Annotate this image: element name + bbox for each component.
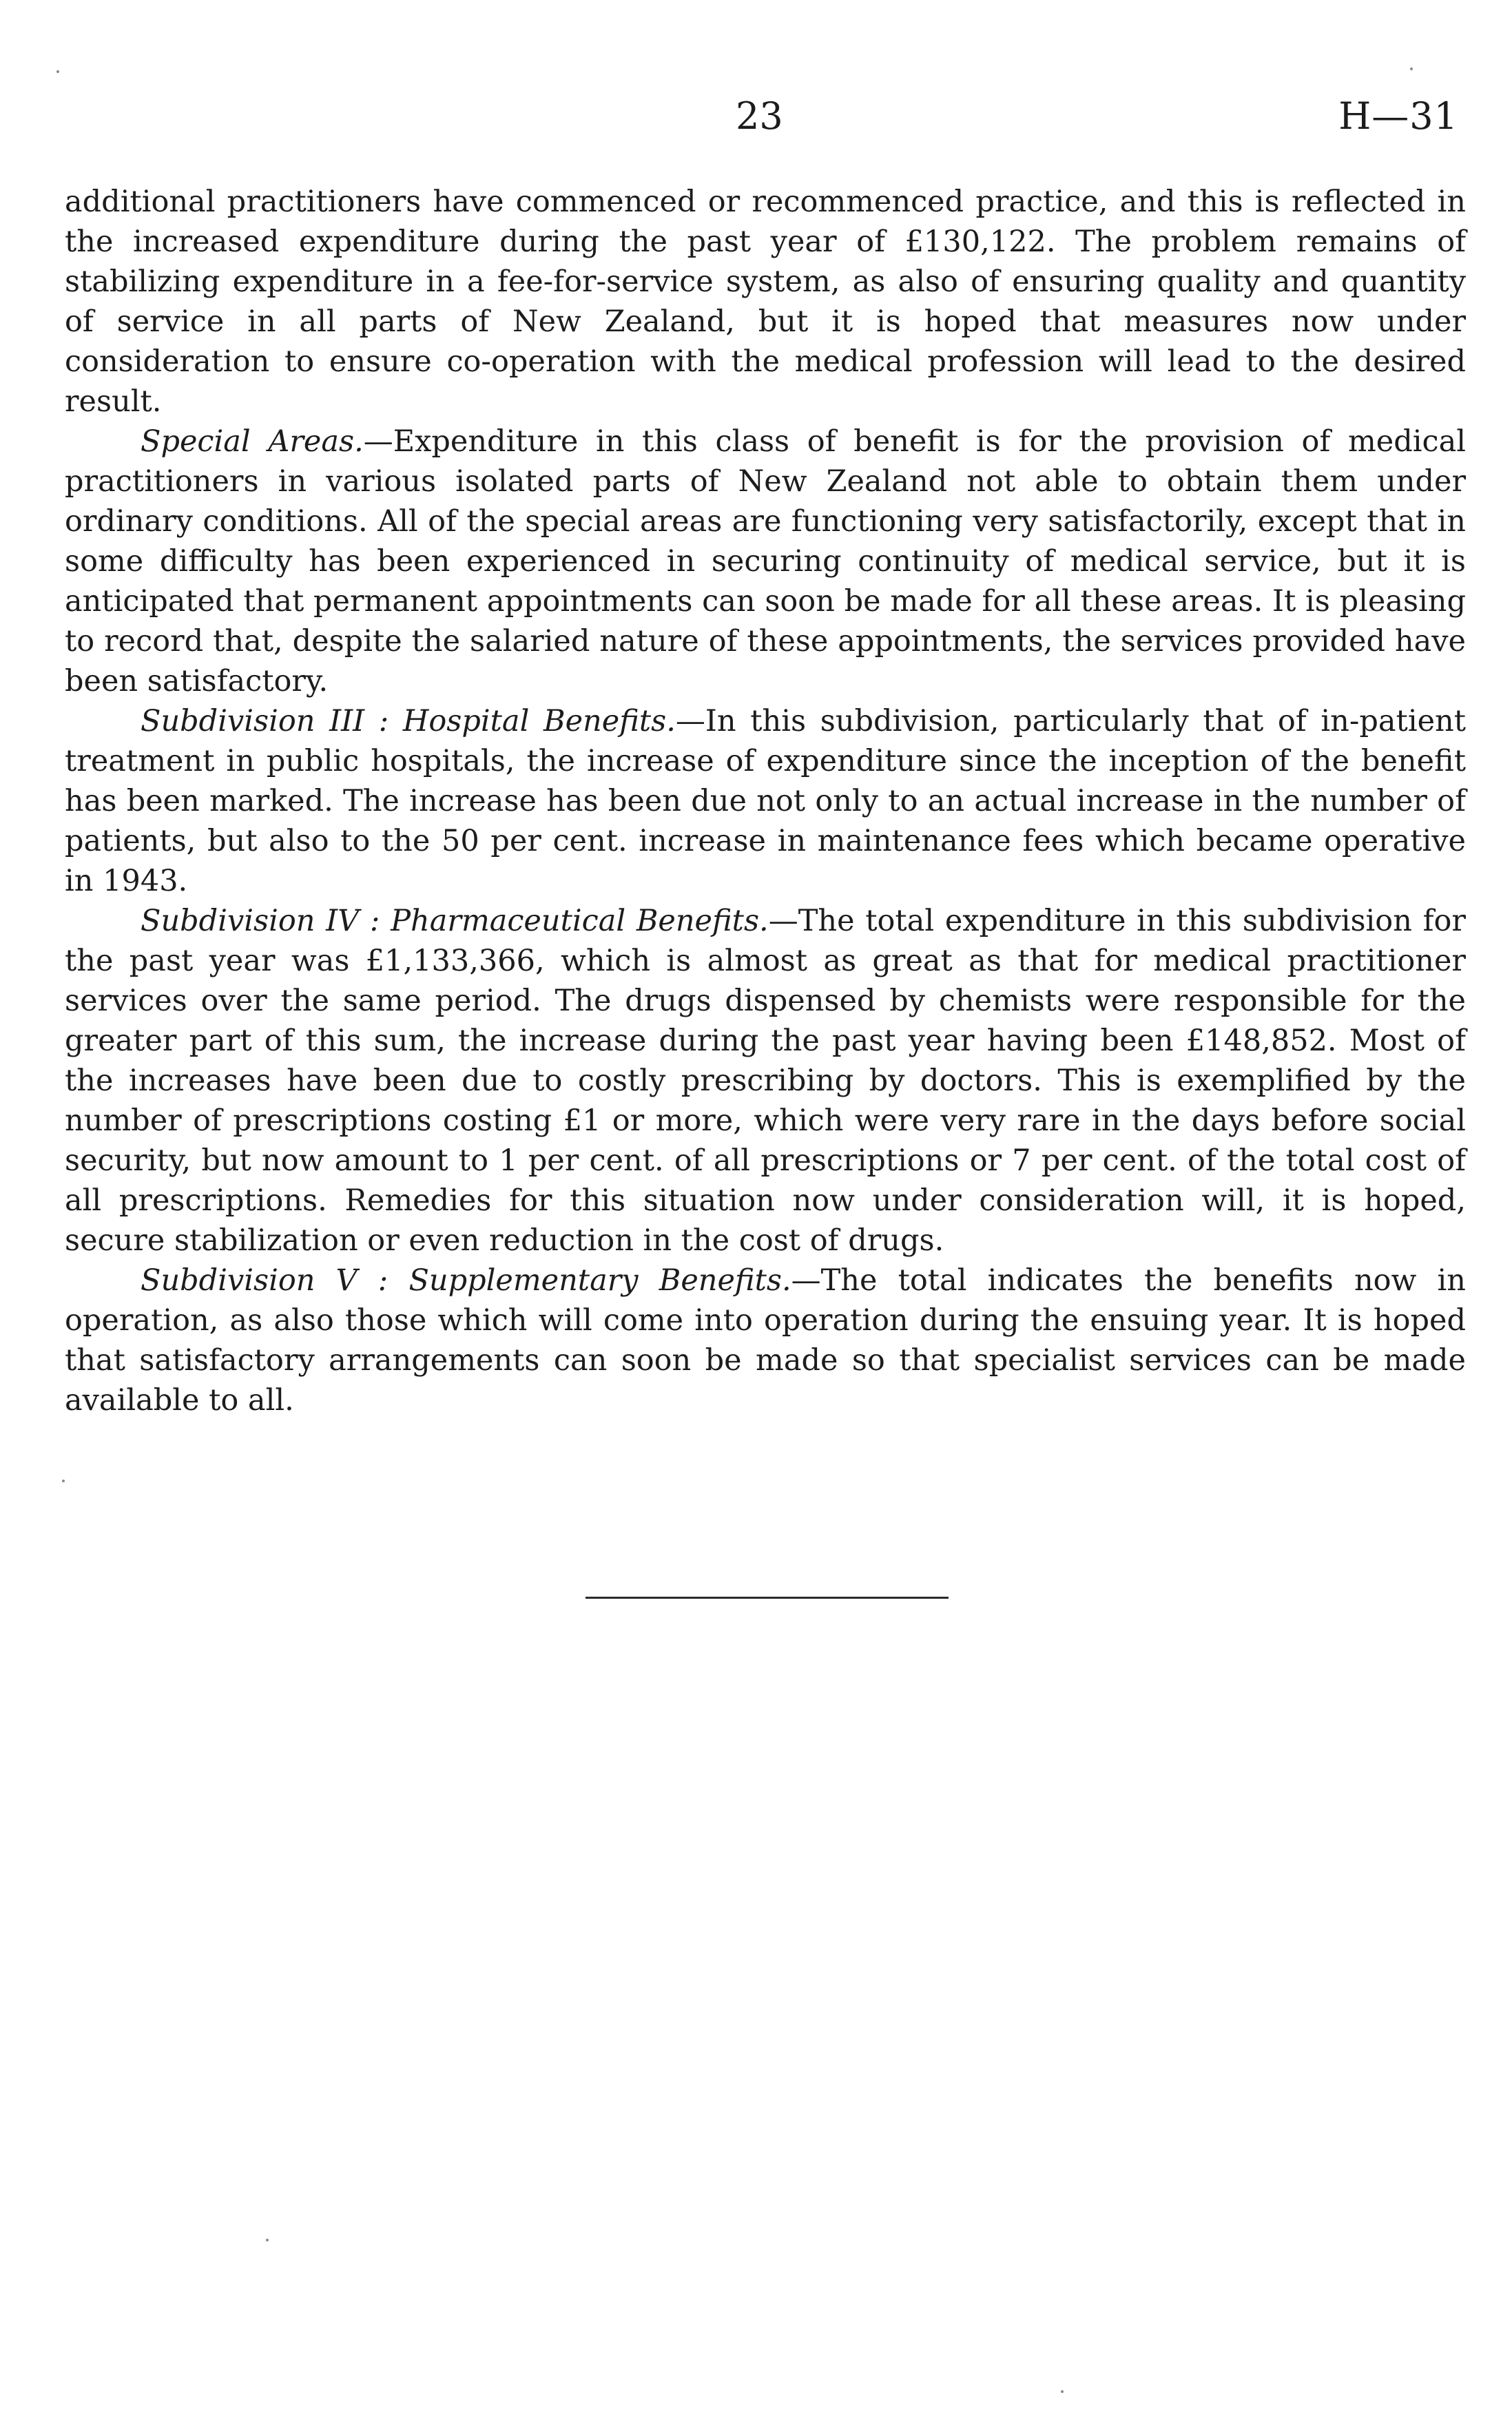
page-header (0, 92, 1512, 147)
scan-speck (1061, 2390, 1064, 2393)
paragraph-text: additional practitioners have commenced or recommenced practice, and this is reflected in the increased expenditure during the past year of £130,122. The problem remains of stabilizing expenditure in a fee-for-service system, as also of ensuring quality and quantity of service in all parts of New Zealand, but it is hoped that measures now under consideration to ensure co-operation with the medical profession will lead to the desired result. (65, 185, 1466, 419)
body-text (65, 182, 1466, 1420)
paragraph-heading: Subdivision IV : Pharmaceutical Benefits. (141, 904, 769, 938)
scan-speck (266, 2239, 269, 2241)
paragraph-pharmaceutical-benefits (65, 901, 1466, 1261)
paragraph-text: —In this subdivision, particularly that of in-patient treatment in public hospitals, the increase of expenditure since the inception of the benefit has been marked. The increase has been due not only to an actual increase in the number of patients, but also to the 50 per cent. increase in maintenance fees which became operative in 1943. (65, 704, 1466, 898)
paragraph-hospital-benefits (65, 701, 1466, 901)
scan-speck (56, 70, 59, 73)
paragraph-text: —Expenditure in this class of benefit is for the provision of medical practitioners in various isolated parts of New Zealand not able to obtain them under ordinary conditions. All of the special areas are functioning very satisfactorily, except that in some difficulty has been experienced in securing continuity of medical service, but it is anticipated that permanent appointments can soon be made for all these areas. It is pleasing to record that, despite the salaried nature of these appointments, the services provided have been satisfactory. (65, 424, 1466, 698)
paragraph-special-areas (65, 422, 1466, 701)
paragraph-heading: Subdivision V : Supplementary Benefits. (141, 1263, 791, 1298)
paragraph-text: —The total indicates the benefits now in operation, as also those which will come into operation during the ensuing year. It is hoped that satisfactory arrangements can soon be made so that specialist services can be made available to all. (65, 1263, 1466, 1418)
paragraph-text: —The total expenditure in this subdivision for the past year was £1,133,366, which is almost as great as that for medical practitioner services over the same period. The drugs dispensed by chemists were responsible for the greater part of this sum, the increase during the past year having been £148,852. Most of the increases have been due to costly prescribing by doctors. This is exemplified by the number of prescriptions costing £1 or more, which were very rare in the days before social security, but now amount to 1 per cent. of all prescriptions or 7 per cent. of the total cost of all prescriptions. Remedies for this situation now under consideration will, it is hoped, secure stabilization or even reduction in the cost of drugs. (65, 904, 1466, 1258)
page-number: 23 (736, 94, 783, 138)
document-reference: H—31 (1338, 94, 1458, 138)
paragraph-continued (65, 182, 1466, 422)
scan-speck (1410, 68, 1413, 70)
scan-speck (62, 1480, 65, 1482)
section-divider (586, 1597, 949, 1599)
paragraph-heading: Subdivision III : Hospital Benefits. (141, 704, 676, 738)
paragraph-heading: Special Areas. (141, 424, 364, 459)
paragraph-supplementary-benefits (65, 1261, 1466, 1420)
